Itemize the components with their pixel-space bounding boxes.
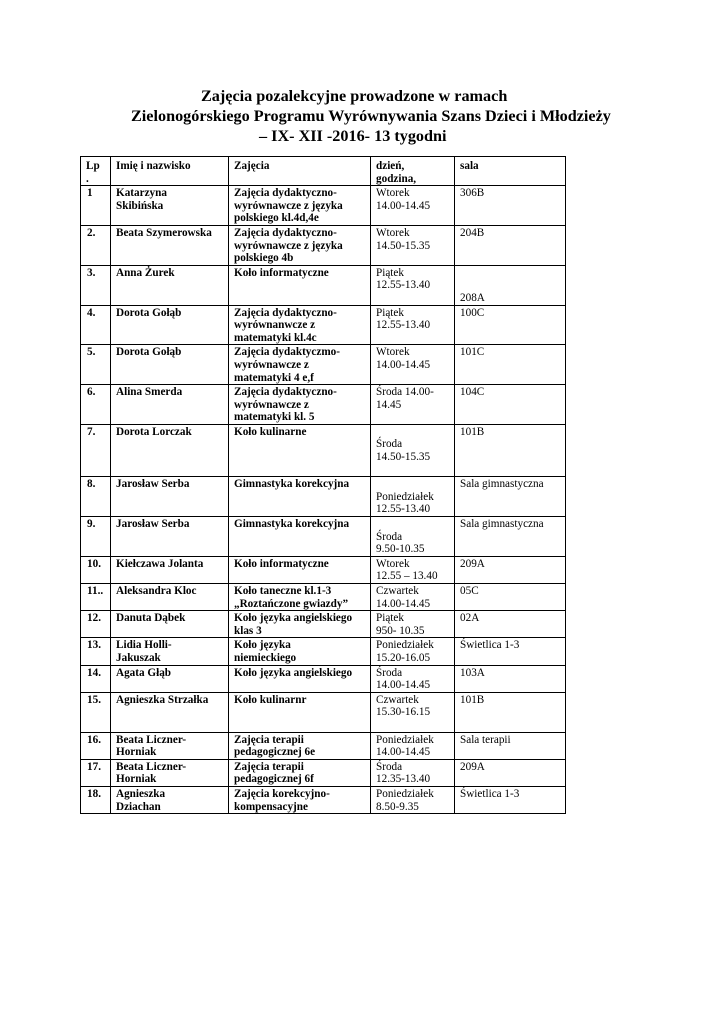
table-row [81, 692, 566, 732]
cell-activity-line: pedagogicznej 6e [234, 746, 316, 759]
cell-activity [229, 786, 371, 813]
cell-room [455, 665, 566, 692]
cell-time [371, 186, 455, 226]
table-row [81, 611, 566, 638]
cell-activity [229, 584, 371, 611]
cell-room-line: 208A [460, 291, 485, 304]
cell-time [371, 225, 455, 265]
cell-name [111, 584, 229, 611]
table-row [81, 759, 566, 786]
table-row [81, 638, 566, 665]
cell-room-line: 101B [460, 425, 485, 438]
cell-time [371, 385, 455, 425]
cell-name-line: Lidia Holli- [116, 639, 172, 652]
cell-name-line: Alina Smerda [116, 386, 183, 399]
cell-lp: 13. [81, 638, 111, 665]
cell-time-line: Środa [376, 666, 403, 679]
cell-name [111, 305, 229, 345]
cell-activity-line: Zajęcia terapii [234, 760, 304, 773]
cell-lp: 6. [81, 385, 111, 425]
header-time-line: godzina, [376, 172, 417, 185]
cell-time [371, 611, 455, 638]
cell-room-line: 209A [460, 557, 485, 570]
cell-name [111, 665, 229, 692]
cell-time [371, 517, 455, 557]
cell-lp: 5. [81, 345, 111, 385]
cell-lp: 9. [81, 517, 111, 557]
cell-activity-line: matematyki kl.4c [234, 331, 317, 344]
cell-name [111, 692, 229, 732]
cell-name-line: Beata Liczner- [116, 733, 187, 746]
cell-lp: 2. [81, 225, 111, 265]
cell-activity-line: matematyki 4 e,f [234, 371, 314, 384]
cell-name [111, 786, 229, 813]
cell-name [111, 759, 229, 786]
cell-time-line: 14.00-14.45 [376, 746, 431, 759]
cell-room-line: Sala gimnastyczna [460, 478, 544, 491]
cell-name [111, 385, 229, 425]
cell-time [371, 786, 455, 813]
table-row [81, 424, 566, 476]
table-row [81, 584, 566, 611]
cell-activity-line: Gimnastyka korekcyjna [234, 518, 350, 531]
cell-name-line: Jarosław Serba [116, 518, 190, 531]
table-body [81, 186, 566, 814]
cell-room [455, 225, 566, 265]
cell-activity-line: „Roztańczone gwiazdy” [234, 597, 349, 610]
cell-time-line: Wtorek [376, 226, 410, 239]
cell-activity [229, 345, 371, 385]
cell-time-line: Poniedziałek [376, 490, 434, 503]
cell-activity-line: Koło kulinarne [234, 425, 307, 438]
cell-time-line: Środa 14.00- [376, 386, 434, 399]
cell-room-line: Świetlica 1-3 [460, 787, 520, 800]
header-room: sala [455, 157, 566, 186]
cell-time-line: Wtorek [376, 187, 410, 200]
cell-time-line: Środa [376, 438, 403, 451]
cell-room [455, 692, 566, 732]
cell-room [455, 385, 566, 425]
table-header-row [81, 157, 566, 186]
cell-time [371, 477, 455, 517]
cell-activity-line: niemieckiego [234, 651, 297, 664]
table-row [81, 786, 566, 813]
cell-time-line: 12.55-13.40 [376, 319, 431, 332]
cell-time-line: 14.00-14.45 [376, 597, 431, 610]
header-lp-line: . [86, 172, 89, 185]
table-row [81, 477, 566, 517]
cell-time [371, 265, 455, 305]
header-time [371, 157, 455, 186]
cell-time-line: 15.20-16.05 [376, 651, 431, 664]
cell-time-line: Poniedziałek [376, 787, 434, 800]
cell-activity-line: Zajęcia dydaktyczno- [234, 386, 337, 399]
cell-name-line: Beata Liczner- [116, 760, 187, 773]
cell-room-line: 103A [460, 666, 485, 679]
cell-room-line: 104C [460, 386, 485, 399]
cell-activity-line: Koło kulinarnr [234, 693, 307, 706]
cell-name-line: Agnieszka Strzałka [116, 693, 209, 706]
cell-name [111, 517, 229, 557]
cell-name [111, 556, 229, 583]
cell-room [455, 186, 566, 226]
cell-room [455, 345, 566, 385]
cell-activity-line: polskiego kl.4d,4e [234, 212, 319, 225]
cell-time [371, 665, 455, 692]
cell-name-line: Kiełczawa Jolanta [116, 557, 204, 570]
cell-activity [229, 611, 371, 638]
cell-room [455, 611, 566, 638]
cell-name-line: Dorota Gołąb [116, 346, 182, 359]
cell-activity-line: klas 3 [234, 624, 262, 637]
cell-lp: 3. [81, 265, 111, 305]
cell-lp: 16. [81, 732, 111, 759]
cell-name-line: Jarosław Serba [116, 478, 190, 491]
cell-room-line: 101C [460, 346, 485, 359]
cell-time-line: 14.00-14.45 [376, 358, 431, 371]
cell-name-line: Dorota Lorczak [116, 425, 192, 438]
cell-room [455, 477, 566, 517]
table-row [81, 345, 566, 385]
header-activity: Zajęcia [229, 157, 371, 186]
cell-lp: 18. [81, 786, 111, 813]
cell-room [455, 584, 566, 611]
title-line-1: Zajęcia pozalekcyjne prowadzone w ramach [201, 87, 508, 105]
cell-activity [229, 665, 371, 692]
schedule-table [80, 156, 566, 814]
cell-activity-line: Zajęcia korekcyjno- [234, 787, 330, 800]
cell-room-line: 209A [460, 760, 485, 773]
cell-activity-line: Zajęcia terapii [234, 733, 304, 746]
cell-time-line: 12.55 – 13.40 [376, 570, 438, 583]
cell-activity [229, 265, 371, 305]
cell-room [455, 556, 566, 583]
cell-time-line: 14.00-14.45 [376, 679, 431, 692]
cell-name-line: Dziachan [116, 800, 161, 813]
cell-activity-line: kompensacyjne [234, 800, 308, 813]
cell-time-line: Wtorek [376, 346, 410, 359]
table-row [81, 385, 566, 425]
cell-name-line: Dorota Gołąb [116, 306, 182, 319]
header-lp [81, 157, 111, 186]
header-name: Imię i nazwisko [111, 157, 229, 186]
cell-activity [229, 225, 371, 265]
cell-activity-line: wyrównawcze z języka [234, 199, 343, 212]
cell-room-line: 05C [460, 585, 479, 597]
cell-activity [229, 424, 371, 476]
cell-name [111, 265, 229, 305]
cell-activity-line: Koło języka angielskiego [234, 666, 353, 679]
cell-room [455, 424, 566, 476]
cell-name [111, 732, 229, 759]
cell-name-line: Anna Żurek [116, 266, 175, 279]
cell-activity-line: Koło informatyczne [234, 266, 329, 279]
cell-time-line: Czwartek [376, 585, 419, 597]
cell-lp: 10. [81, 556, 111, 583]
cell-activity-line: Zajęcia dydaktyczno- [234, 187, 337, 200]
cell-activity [229, 305, 371, 345]
table-row [81, 517, 566, 557]
table-row [81, 265, 566, 305]
cell-lp: 12. [81, 611, 111, 638]
cell-time-line: Środa [376, 760, 403, 773]
cell-room [455, 517, 566, 557]
cell-time-line: Czwartek [376, 693, 419, 706]
cell-name-line: Danuta Dąbek [116, 612, 186, 625]
cell-activity-line: polskiego 4b [234, 252, 294, 265]
cell-name [111, 225, 229, 265]
cell-activity-line: Zajęcia dydaktyczno- [234, 226, 337, 239]
cell-room-line: 306B [460, 187, 485, 200]
cell-time [371, 692, 455, 732]
cell-name [111, 424, 229, 476]
cell-activity [229, 759, 371, 786]
cell-time-line: Wtorek [376, 557, 410, 570]
cell-name [111, 611, 229, 638]
cell-activity [229, 477, 371, 517]
cell-time-line: 9.50-10.35 [376, 543, 425, 556]
cell-name [111, 186, 229, 226]
cell-activity-line: wyrównanwcze z [234, 319, 316, 332]
cell-activity-line: matematyki kl. 5 [234, 411, 315, 424]
cell-name-line: Horniak [116, 746, 157, 759]
cell-time [371, 556, 455, 583]
cell-time [371, 424, 455, 476]
table-row [81, 732, 566, 759]
header-time-line: dzień, [376, 160, 405, 172]
cell-time-line: 15.30-16.15 [376, 706, 431, 719]
cell-lp: 4. [81, 305, 111, 345]
cell-room [455, 759, 566, 786]
cell-time-line: 14.50-15.35 [376, 239, 431, 252]
cell-room-line: 101B [460, 693, 485, 706]
cell-time-line: Piątek [376, 306, 404, 319]
cell-time [371, 732, 455, 759]
cell-lp: 15. [81, 692, 111, 732]
cell-lp: 17. [81, 759, 111, 786]
table-row [81, 225, 566, 265]
cell-name-line: Aleksandra Kloc [116, 585, 197, 597]
cell-activity [229, 186, 371, 226]
cell-time-line: 14.00-14.45 [376, 199, 431, 212]
cell-name-line: Horniak [116, 773, 157, 786]
cell-lp: 11.. [81, 584, 111, 611]
cell-name [111, 477, 229, 517]
title-line-3: – IX- XII -2016- 13 tygodni [259, 127, 447, 145]
cell-activity [229, 517, 371, 557]
cell-activity [229, 732, 371, 759]
cell-time-line: 12.55-13.40 [376, 503, 431, 516]
cell-time-line: Poniedziałek [376, 639, 434, 652]
cell-time-line: 8.50-9.35 [376, 800, 419, 813]
cell-activity-line: Koło informatyczne [234, 557, 329, 570]
cell-room [455, 305, 566, 345]
cell-room [455, 732, 566, 759]
cell-lp: 7. [81, 424, 111, 476]
cell-name-line: Skibińska [116, 199, 164, 212]
cell-activity [229, 556, 371, 583]
cell-room-line: Sala gimnastyczna [460, 518, 544, 531]
cell-name-line: Beata Szymerowska [116, 226, 212, 239]
cell-time-line: 14.45 [376, 398, 402, 411]
cell-activity [229, 692, 371, 732]
cell-room [455, 265, 566, 305]
cell-lp: 14. [81, 665, 111, 692]
cell-activity [229, 638, 371, 665]
cell-activity [229, 385, 371, 425]
cell-time [371, 759, 455, 786]
cell-room-line: 02A [460, 612, 480, 625]
document-title [0, 86, 725, 146]
cell-activity-line: Zajęcia dydaktyczno- [234, 306, 337, 319]
cell-activity-line: Koło języka angielskiego [234, 612, 353, 625]
cell-time-line: 12.35-13.40 [376, 773, 431, 786]
cell-room-line: Świetlica 1-3 [460, 639, 520, 652]
cell-time-line: Piątek [376, 612, 404, 625]
table-row [81, 305, 566, 345]
cell-room-line: 204B [460, 226, 485, 239]
cell-name-line: Agata Głąb [116, 666, 172, 679]
cell-time-line: Środa [376, 530, 403, 543]
cell-time-line: 950- 10.35 [376, 624, 425, 637]
cell-name-line: Agnieszka [116, 787, 166, 800]
cell-activity-line: wyrównawcze z języka [234, 239, 343, 252]
cell-time-line: 14.50-15.35 [376, 451, 431, 464]
table-row [81, 186, 566, 226]
cell-time-line: Poniedziałek [376, 733, 434, 746]
cell-name [111, 638, 229, 665]
cell-time [371, 345, 455, 385]
cell-room-line: 100C [460, 306, 485, 319]
cell-room-line: Sala terapii [460, 733, 511, 746]
cell-activity-line: Koło taneczne kl.1-3 [234, 585, 332, 597]
cell-name [111, 345, 229, 385]
table-row [81, 665, 566, 692]
cell-activity-line: Koło języka [234, 639, 291, 652]
cell-lp: 8. [81, 477, 111, 517]
title-line-2: Zielonogórskiego Programu Wyrównywania Szans Dzieci i Młodzieży [131, 107, 611, 125]
table-row [81, 556, 566, 583]
cell-time [371, 584, 455, 611]
cell-activity-line: Zajęcia dydaktyczmo- [234, 346, 340, 359]
cell-activity-line: Gimnastyka korekcyjna [234, 478, 350, 491]
cell-name-line: Katarzyna [116, 187, 167, 200]
cell-time-line: 12.55-13.40 [376, 279, 431, 292]
cell-activity-line: wyrównawcze z [234, 398, 309, 411]
cell-activity-line: wyrównawcze z [234, 358, 309, 371]
header-lp-line: Lp [86, 160, 100, 172]
cell-activity-line: pedagogicznej 6f [234, 773, 314, 786]
cell-room [455, 638, 566, 665]
cell-time [371, 638, 455, 665]
cell-name-line: Jakuszak [116, 651, 161, 664]
cell-lp: 1 [81, 186, 111, 226]
cell-time-line: Piątek [376, 266, 404, 279]
cell-time [371, 305, 455, 345]
cell-room [455, 786, 566, 813]
